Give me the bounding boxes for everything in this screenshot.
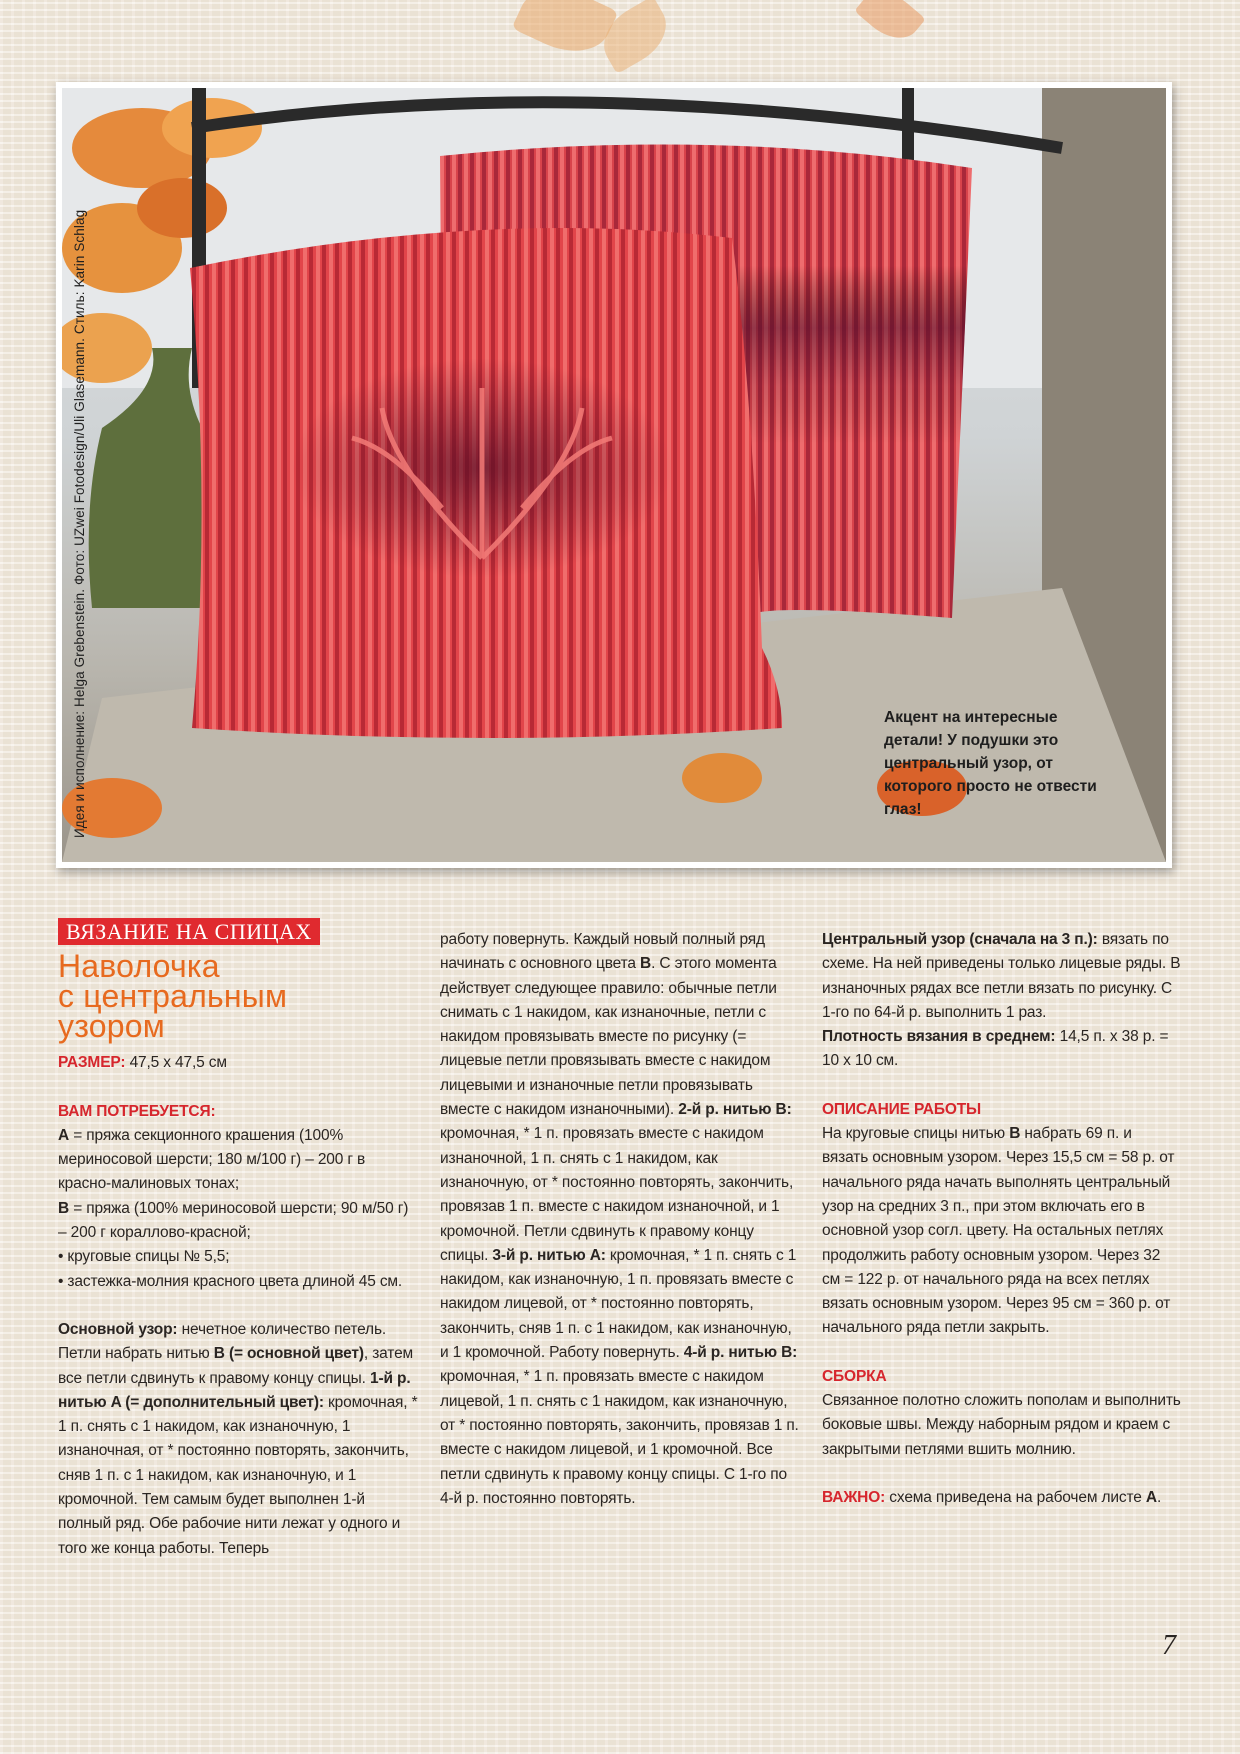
gauge: Плотность вязания в среднем: 14,5 п. х 38 р. = 10 х 10 см.	[822, 1028, 1169, 1070]
yarn-b: B = пряжа (100% мериносовой шерсти; 90 м/50 г) – 200 г кораллово-красной;	[58, 1199, 409, 1242]
main-pattern: Основной узор: нечетное количество петель. Петли набрать нитью B (= основной цвет), затем все петли сдвинуть к правому концу спицы. 1-й р. нитью A (= дополнительный цвет): кромочная, * 1 п. снять с 1 накидом, как изнаночную, 1 изнаночная, от * постоянно повторять, закончить, сняв 1 п. с 1 накидом, как изнаночную, и 1 кромочной. Тем самым будет выполнен 1-й полный ряд. Обе рабочие нити лежат у одного и того же конца работы. Теперь	[58, 1320, 418, 1557]
title-line: Наволочка	[58, 948, 220, 985]
photo-credit: Идея и исполнение: Helga Grebenstein. Фото: UZwei Fotodesign/Uli Glasemann. Стиль: Karin Schlag	[72, 209, 87, 838]
tool-item: • застежка-молния красного цвета длиной 45 см.	[58, 1272, 403, 1290]
size-label: РАЗМЕР:	[58, 1054, 126, 1072]
column-1	[58, 918, 418, 1561]
page-number: 7	[1162, 1630, 1176, 1661]
central-pattern: Центральный узор (сначала на 3 п.): вязать по схеме. На ней приведены только лицевые ряды. В изнаночных рядах все петли вязать по рисунку. С 1-го по 64-й р. выполнить 1 раз.	[822, 931, 1181, 1021]
photo-caption: Акцент на интересные детали! У подушки это центральный узор, от которого просто не отвести глаз!	[884, 709, 1097, 818]
assembly-text: Связанное полотно сложить пополам и выполнить боковые швы. Между наборным рядом и краем с закрытыми петлями вшить молнию.	[822, 1392, 1181, 1458]
assembly-heading: СБОРКА	[822, 1367, 887, 1385]
tool-item: • круговые спицы № 5,5;	[58, 1248, 230, 1266]
work-text: На круговые спицы нитью B набрать 69 п. и вязать основным узором. Через 15,5 см = 58 р. от начального ряда начать выполнять центральный узор на средних 3 п., при этом включать его в основной узор согл. цвету. На остальных петлях продолжить работу основным узором. Через 32 см = 122 р. от начального ряда на всех петлях вязать основным узором. Через 95 см = 360 р. от начального ряда петли закрыть.	[822, 1125, 1175, 1337]
main-pattern-continued: работу повернуть. Каждый новый полный ряд начинать с основного цвета B. С этого момента действует следующее правило: обычные петли снимать с 1 накидом, как изнаночные, петли с накидом провязывать вместе по рисунку (= лицевые петли провязывать вместе с накидом лицевыми и изнаночные петли провязывать вместе с накидом изнаночными). 2-й р. нитью B: кромочная, * 1 п. провязать вместе с накидом изнаночной, 1 п. снять с 1 накидом, как изнаночную, от * постоянно повторять, закончить, провязав 1 п. вместе с накидом изнаночной, и 1 кромочной. Петли сдвинуть к правому концу спицы. 3-й р. нитью A: кромочная, * 1 п. снять с 1 накидом, как изнаночную, 1 п. провязать вместе с накидом лицевой, от * постоянно повторять, закончить, сняв 1 п. с 1 накидом, как изнаночную, и 1 кромочной. Работу повернуть. 4-й р. нитью B: кромочная, * 1 п. провязать вместе с накидом лицевой, 1 п. снять с 1 накидом, как изнаночную, от * постоянно повторять, закончить, провязав 1 п. вместе с накидом лицевой, и 1 кромочной. Все петли сдвинуть к правому концу спицы. С 1-го по 4-й р. постоянно повторять.	[440, 931, 799, 1507]
background-leaf	[512, 0, 619, 66]
important-note: ВАЖНО: схема приведена на рабочем листе А.	[822, 1488, 1162, 1506]
section-label: ВЯЗАНИЕ НА СПИЦАХ	[58, 918, 320, 945]
title-line: узором	[58, 1008, 165, 1045]
background-leaf	[854, 0, 926, 50]
article-title	[58, 948, 418, 1045]
size-value: 47,5 х 47,5 см	[129, 1054, 227, 1072]
yarn-a: A = пряжа секционного крашения (100% мериносовой шерсти; 180 м/100 г) – 200 г в красно-малиновых тонах;	[58, 1126, 366, 1193]
title-line: с центральным	[58, 978, 288, 1015]
size-line	[58, 1051, 418, 1075]
column-2	[440, 928, 800, 1511]
column-3	[822, 928, 1182, 1510]
work-heading: ОПИСАНИЕ РАБОТЫ	[822, 1100, 982, 1118]
materials-heading: ВАМ ПОТРЕБУЕТСЯ:	[58, 1102, 216, 1120]
